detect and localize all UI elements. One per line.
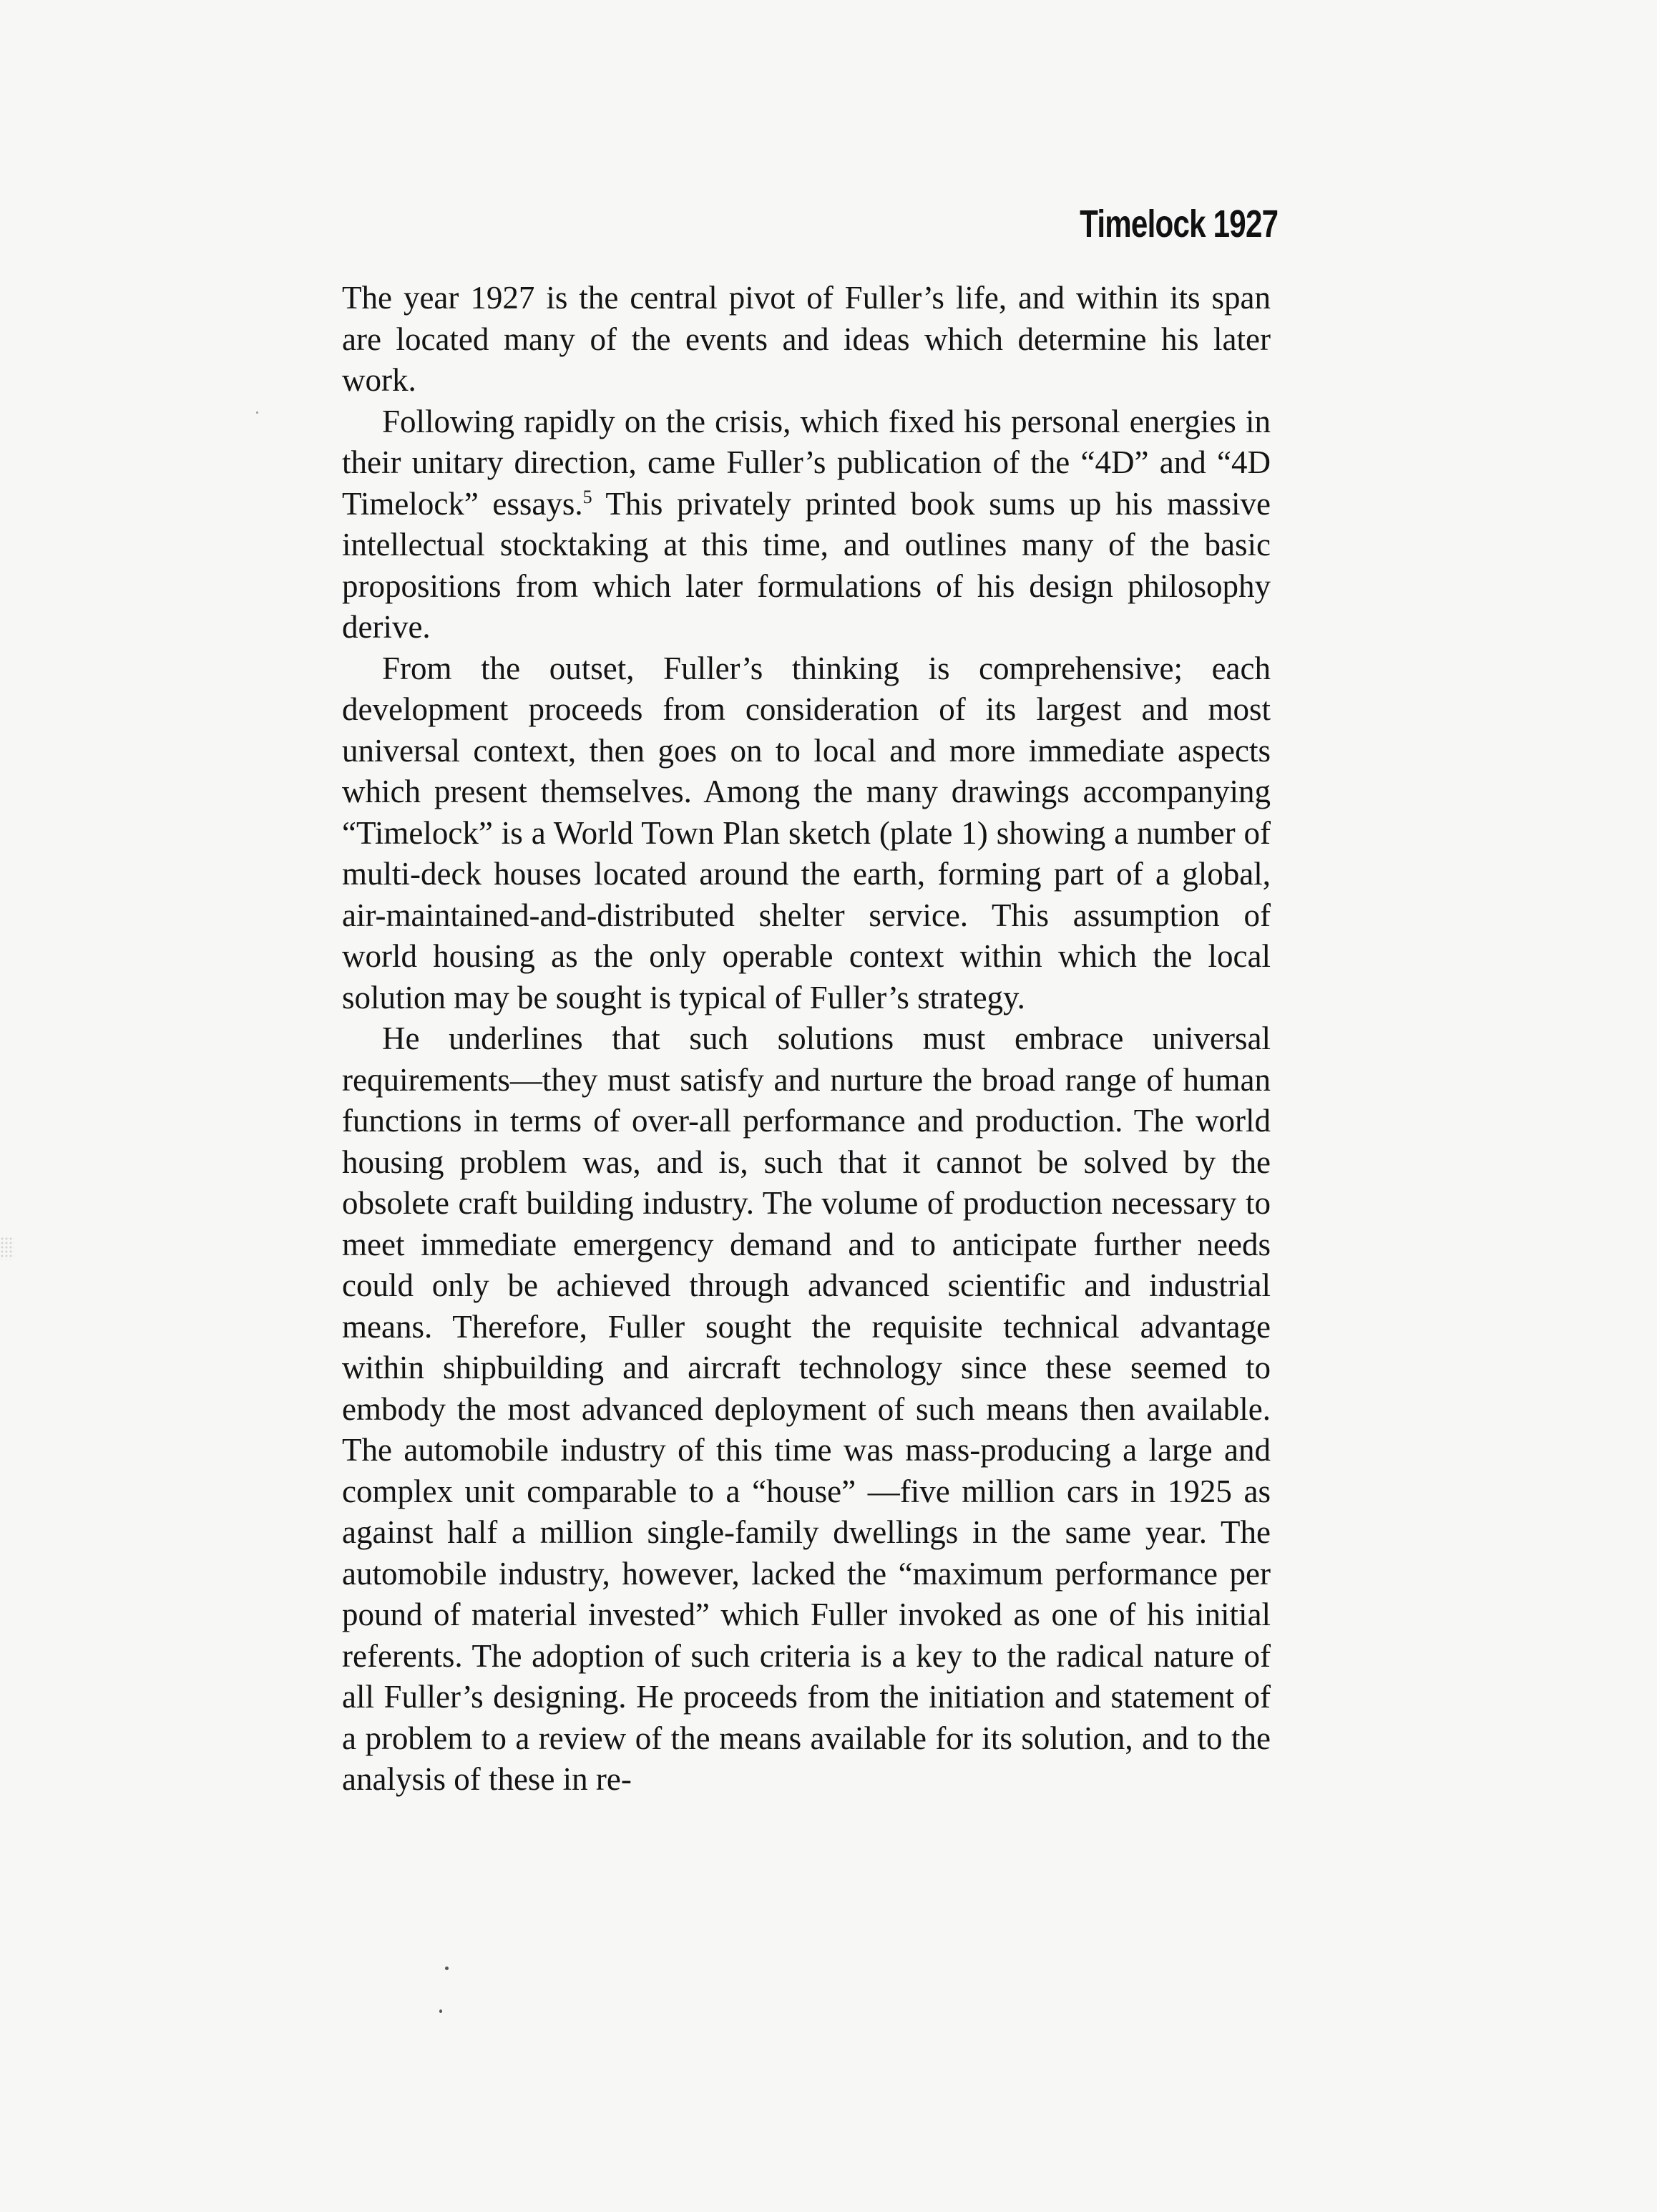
paragraph-4: He underlines that such solutions must embrace universal requirements—they must satisfy and nurture the broad range of human functions in terms of over-all performance and production. The world housing problem was, and is, such that it cannot be solved by the obsolete craft building industry. The volume of production necessary to meet immediate emergency demand and to anticipate further needs could only be achieved through advanced scientific and industrial means. Therefore, Fuller sought the requisite technical advantage within shipbuilding and aircraft technology since these seemed to embody the most advanced deployment of such means then available. The automobile industry of this time was mass-producing a large and complex unit comparable to a “house” —five million cars in 1925 as against half a million single-family dwellings in the same year. The automobile industry, however, lacked the “maximum performance per pound of material invested” which Fuller invoked as one of his initial referents. The adoption of such criteria is a key to the radical nature of all Fuller’s designing. He proceeds from the initiation and statement of a problem to a review of the means available for its solution, and to the analysis of these in re- [342, 1020, 1271, 1797]
paragraph-1: The year 1927 is the central pivot of Fuller’s life, and within its span are located many of the events and ideas which determine his later work. [342, 280, 1271, 398]
body-text [342, 278, 1271, 1801]
page-heading: Timelock 1927 [1079, 203, 1278, 245]
print-speck [256, 411, 258, 414]
print-speck [445, 1967, 449, 1970]
scan-edge-mark [0, 1237, 14, 1260]
paragraph-2-text-after-note: This privately printed book sums up his massive intellectual stocktaking at this time, and outlines many of the basic propositions from which later formulations of his design philosophy derive. [342, 485, 1271, 645]
paragraph-3: From the outset, Fuller’s thinking is comprehensive; each development proceeds from consideration of its largest and most universal context, then goes on to local and more immediate aspects which present themselves. Among the many drawings accompanying “Timelock” is a World Town Plan sketch (plate 1) showing a number of multi-deck houses located around the earth, forming part of a global, air-maintained-and-distributed shelter service. This assumption of world housing as the only operable context within which the local solution may be sought is typical of Fuller’s strategy. [342, 650, 1271, 1015]
print-speck [439, 2009, 442, 2013]
paragraph-2 [342, 401, 1271, 648]
footnote-reference: 5 [582, 486, 592, 507]
paragraph-2-text-before-note: Following rapidly on the crisis, which fixed his personal energies in their unitary direction, came Fuller’s publication of the “4D” and “4D Timelock” essays. [342, 403, 1271, 522]
